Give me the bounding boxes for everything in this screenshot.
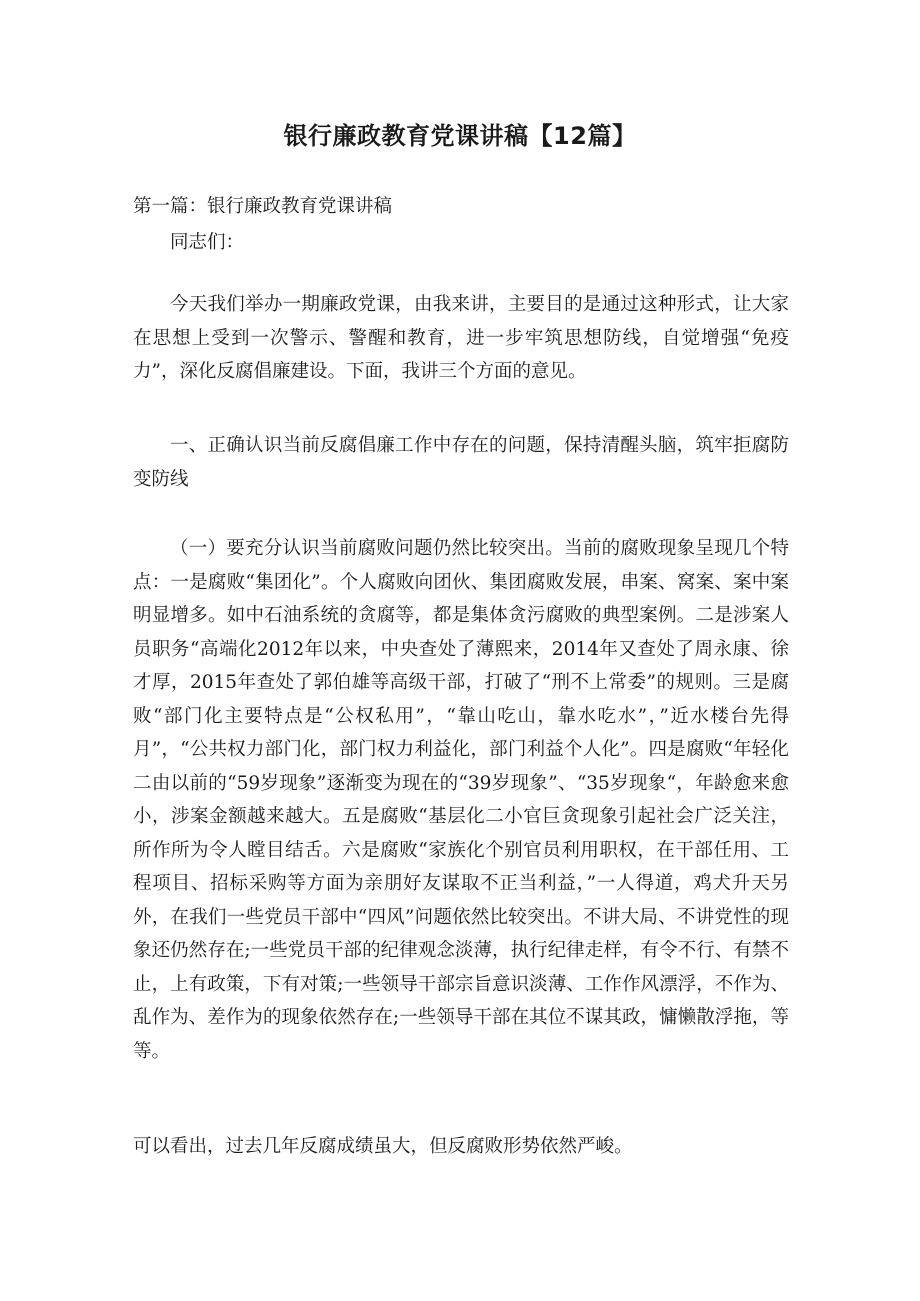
paragraph-sub-point-one: （一）要充分认识当前腐败问题仍然比较突出。当前的腐败现象呈现几个特点：一是腐败“集团化”。个人腐败向团伙、集团腐败发展，串案、窝案、案中案明显增多。如中石油系统的贪腐等，都是集体贪污腐败的典型案例。二是涉案人员职务“高端化2012年以来，中央查处了薄熙来，2014年又查处了周永康、徐才厚，2015年查处了郭伯雄等高级干部，打破了“刑不上常委”的规则。三是腐败“部门化主要特点是“公权私用”，“靠山吃山，靠水吃水”，”近水楼台先得月”，“公共权力部门化，部门权力利益化，部门利益个人化”。四是腐败“年轻化二由以前的“59岁现象”逐渐变为现在的“39岁现象”、“35岁现象“，年龄愈来愈小，涉案金额越来越大。五是腐败“基层化二小官巨贪现象引起社会广泛关注，所作所为令人瞠目结舌。六是腐败“家族化个别官员利用职权，在干部任用、工程项目、招标采购等方面为亲朋好友谋取不正当利益，”一人得道，鸡犬升天另外，在我们一些党员干部中“四风”问题依然比较突出。不讲大局、不讲党性的现象还仍然存在;一些党员干部的纪律观念淡薄，执行纪律走样，有令不行、有禁不止，上有政策，下有对策;一些领导干部宗旨意识淡薄、工作作风漂浮，不作为、乱作为、差作为的现象依然存在;一些领导干部在其位不谋其政，慵懒散浮拖，等等。 <box>133 538 789 1062</box>
document-title: 银行廉政教育党课讲稿【12篇】 <box>283 122 637 150</box>
section-heading: 第一篇：银行廉政教育党课讲稿 <box>133 196 393 217</box>
paragraph-point-one: 一、正确认识当前反腐倡廉工作中存在的问题，保持清醒头脑，筑牢拒腐防变防线 <box>133 435 789 490</box>
paragraph-intro: 今天我们举办一期廉政党课，由我来讲，主要目的是通过这种形式，让大家在思想上受到一次警示、警醒和教育，进一步牢筑思想防线，自觉增强“免疫力”，深化反腐倡廉建设。下面，我讲三个方面的意见。 <box>133 294 789 382</box>
salutation: 同志们： <box>170 232 245 253</box>
paragraph-conclusion: 可以看出，过去几年反腐成绩虽大，但反腐败形势依然严峻。 <box>133 1136 633 1157</box>
